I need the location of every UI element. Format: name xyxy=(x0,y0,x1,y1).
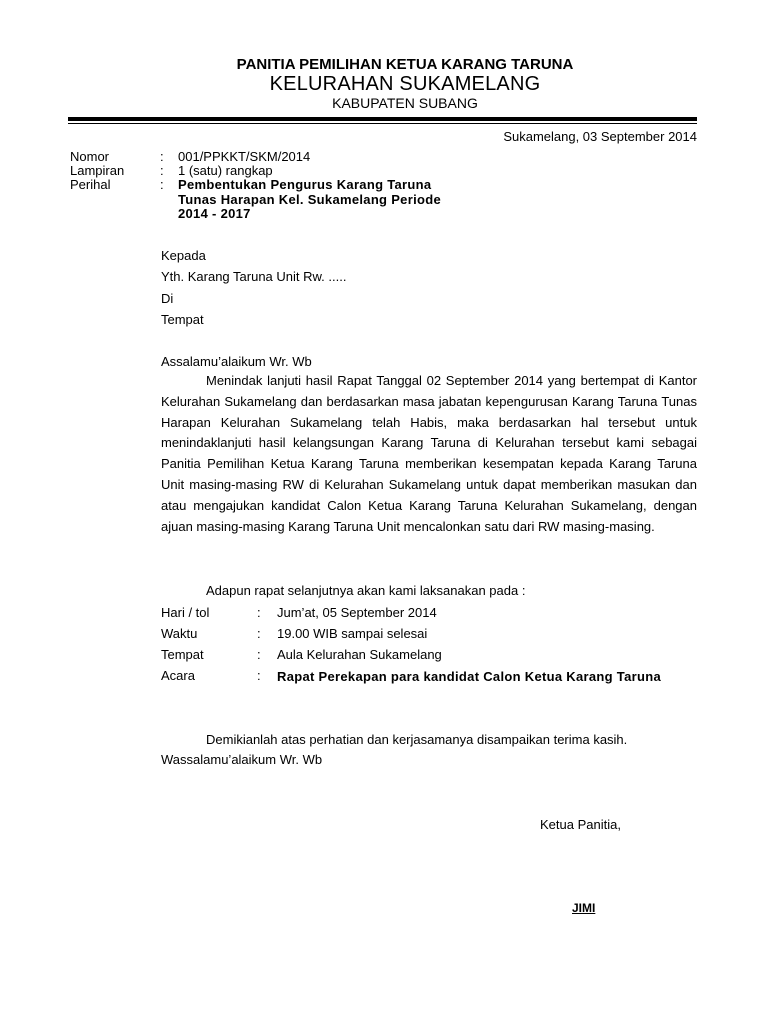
closing-text: Demikianlah atas perhatian dan kerjasamanya disampaikan terima kasih. xyxy=(206,732,628,747)
address-kepada: Kepada xyxy=(161,248,206,263)
meta-nomor-value: 001/PPKKT/SKM/2014 xyxy=(178,149,311,164)
letterhead-kelurahan: KELURAHAN SUKAMELANG xyxy=(269,73,541,95)
address-recipient: Yth. Karang Taruna Unit Rw. ..... xyxy=(161,269,347,284)
schedule-colon: : xyxy=(257,647,261,662)
signature-role: Ketua Panitia, xyxy=(540,817,621,832)
greeting: Assalamu’alaikum Wr. Wb xyxy=(161,354,312,369)
letter-date: Sukamelang, 03 September 2014 xyxy=(503,129,697,144)
schedule-label: Waktu xyxy=(161,626,198,641)
address-tempat: Tempat xyxy=(161,312,204,327)
meta-colon: : xyxy=(160,163,164,178)
schedule-label: Tempat xyxy=(161,647,204,662)
letterhead-divider-thin xyxy=(68,123,697,124)
schedule-label: Hari / tol xyxy=(161,605,210,620)
schedule-value: Jum’at, 05 September 2014 xyxy=(277,605,437,620)
address-di: Di xyxy=(161,291,174,306)
closing-salam: Wassalamu’alaikum Wr. Wb xyxy=(161,752,323,767)
meta-colon: : xyxy=(160,149,164,164)
schedule-label: Acara xyxy=(161,668,195,683)
schedule-value: Rapat Perekapan para kandidat Calon Ketua Karang Taruna xyxy=(277,669,661,684)
body-paragraph: Menindak lanjuti hasil Rapat Tanggal 02 September 2014 yang bertempat di Kantor Kelurahan Sukamelang dan berdasarkan masa jabatan kepengurusan Karang Taruna Tunas Harapan Kelurahan Sukamelang telah Habis, maka berdasarkan hal tersebut untuk menindaklanjuti hasil kelangsungan Karang Taruna di Kelurahan tersebut kami sebagai Panitia Pemilihan Ketua Karang Taruna memberikan kesempatan kepada Karang Taruna Unit masing-masing RW di Kelurahan Sukamelang untuk dapat memberikan masukan dan atau mengajukan kandidat Calon Ketua Karang Taruna Kelurahan Sukamelang, dengan ajuan masing-masing Karang Taruna Unit mencalonkan satu dari RW masing-masing. xyxy=(161,373,697,534)
signature-name: JIMI xyxy=(572,901,596,915)
meta-lampiran-label: Lampiran xyxy=(70,163,125,178)
body-paragraph-schedule-intro: Adapun rapat selanjutnya akan kami laksanakan pada : xyxy=(206,583,526,598)
meta-perihal-value xyxy=(178,178,498,222)
meta-colon: : xyxy=(160,177,164,192)
perihal-line: 2014 - 2017 xyxy=(178,206,251,221)
schedule-value: 19.00 WIB sampai selesai xyxy=(277,626,428,641)
meta-nomor-label: Nomor xyxy=(70,149,110,164)
perihal-line: Pembentukan Pengurus Karang Taruna xyxy=(178,177,432,192)
perihal-line: Tunas Harapan Kel. Sukamelang Periode xyxy=(178,191,441,207)
schedule-colon: : xyxy=(257,605,261,620)
schedule-colon: : xyxy=(257,668,261,683)
schedule-value: Aula Kelurahan Sukamelang xyxy=(277,647,442,662)
letterhead-organization: PANITIA PEMILIHAN KETUA KARANG TARUNA xyxy=(236,56,574,73)
meta-perihal-label: Perihal xyxy=(70,177,111,192)
letterhead-divider-thick xyxy=(68,117,697,121)
meta-lampiran-value: 1 (satu) rangkap xyxy=(178,163,273,178)
letterhead-kabupaten: KABUPATEN SUBANG xyxy=(332,95,478,111)
schedule-colon: : xyxy=(257,626,261,641)
